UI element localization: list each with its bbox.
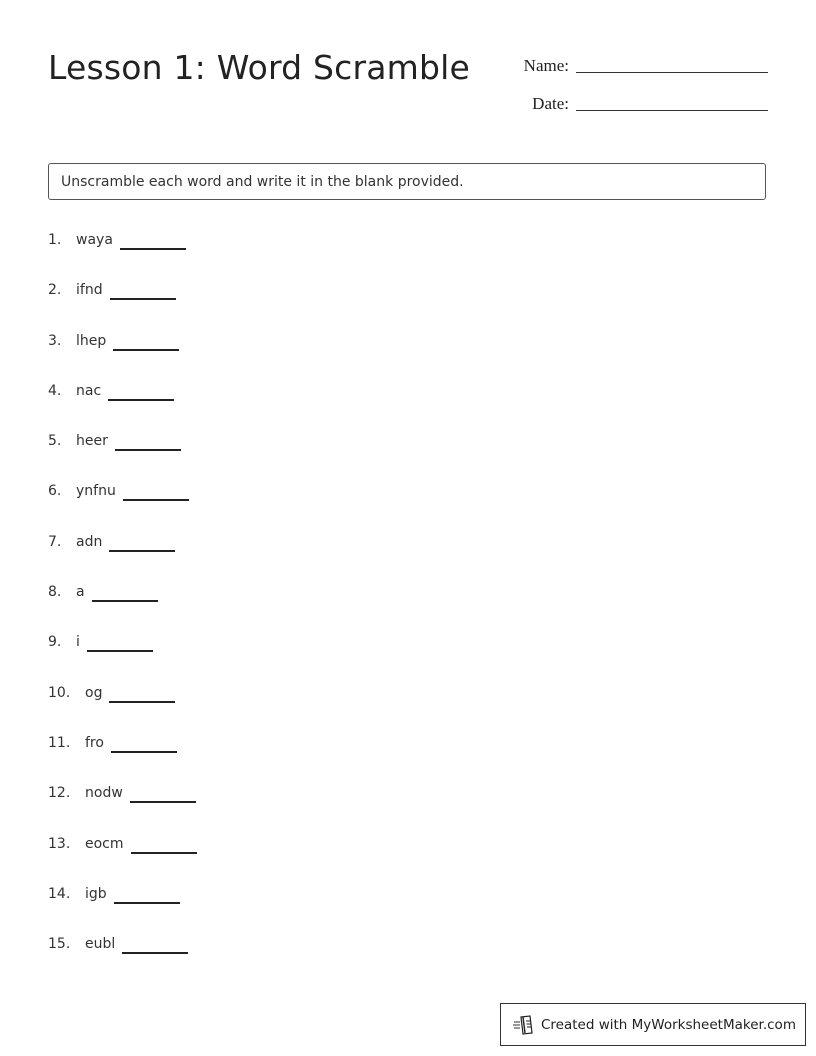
question-number: 15. (48, 936, 71, 953)
answer-blank[interactable] (110, 276, 176, 300)
question-number: 3. (48, 332, 62, 349)
scrambled-word: eubl (85, 936, 116, 953)
question-item (48, 528, 197, 578)
worksheet-maker-logo-icon (513, 1014, 535, 1036)
scrambled-word: og (85, 684, 103, 701)
question-number: 4. (48, 382, 62, 399)
date-field-row (532, 90, 768, 115)
instructions-text: Unscramble each word and write it in the blank provided. (61, 173, 464, 190)
worksheet-title: Lesson 1: Word Scramble (48, 48, 471, 87)
question-item (48, 226, 197, 276)
answer-blank[interactable] (122, 930, 188, 954)
answer-blank[interactable] (111, 729, 177, 753)
question-number: 1. (48, 232, 62, 248)
answer-blank[interactable] (130, 779, 196, 803)
answer-blank[interactable] (92, 578, 158, 602)
question-item (48, 276, 197, 326)
question-item (48, 377, 197, 427)
question-item (48, 679, 197, 729)
answer-blank[interactable] (120, 226, 186, 250)
answer-blank[interactable] (115, 427, 181, 451)
question-item (48, 930, 197, 980)
scrambled-word: heer (76, 433, 108, 450)
question-item (48, 729, 197, 779)
answer-blank[interactable] (131, 830, 197, 854)
question-item (48, 327, 197, 377)
question-number: 12. (48, 785, 71, 802)
question-number: 5. (48, 433, 62, 450)
scrambled-word: ifnd (76, 282, 103, 299)
question-item (48, 578, 197, 628)
scrambled-word: igb (85, 885, 107, 902)
question-item (48, 880, 197, 930)
scrambled-word: ynfnu (76, 483, 116, 500)
scrambled-word: lhep (76, 332, 107, 349)
date-blank-line[interactable] (576, 90, 768, 111)
question-item (48, 427, 197, 477)
answer-blank[interactable] (109, 679, 175, 703)
question-number: 8. (48, 584, 62, 601)
answer-blank[interactable] (108, 377, 174, 401)
answer-blank[interactable] (87, 628, 153, 652)
question-number: 10. (48, 684, 71, 701)
question-number: 11. (48, 734, 71, 751)
scrambled-word: nodw (85, 785, 123, 802)
question-number: 13. (48, 835, 71, 852)
date-label: Date: (532, 94, 569, 113)
badge-text: Created with MyWorksheetMaker.com (541, 1016, 796, 1033)
question-number: 7. (48, 533, 62, 550)
question-item (48, 779, 197, 829)
scrambled-word: adn (76, 533, 103, 550)
question-number: 9. (48, 634, 62, 651)
question-number: 14. (48, 885, 71, 902)
answer-blank[interactable] (113, 327, 179, 351)
answer-blank[interactable] (123, 477, 189, 501)
question-item (48, 477, 197, 527)
question-item (48, 628, 197, 678)
scrambled-word: waya (76, 232, 113, 248)
name-label: Name: (523, 56, 569, 75)
answer-blank[interactable] (114, 880, 180, 904)
created-with-badge[interactable] (500, 1003, 806, 1046)
name-blank-line[interactable] (576, 52, 768, 73)
scrambled-word: nac (76, 382, 102, 399)
name-field-row (524, 52, 768, 77)
question-item (48, 830, 197, 880)
question-list (48, 226, 197, 980)
scrambled-word: a (76, 584, 85, 601)
instructions-box (48, 163, 766, 200)
scrambled-word: eocm (85, 835, 124, 852)
answer-blank[interactable] (109, 528, 175, 552)
scrambled-word: fro (85, 734, 104, 751)
question-number: 6. (48, 483, 62, 500)
scrambled-word: i (76, 634, 80, 651)
question-number: 2. (48, 282, 62, 299)
